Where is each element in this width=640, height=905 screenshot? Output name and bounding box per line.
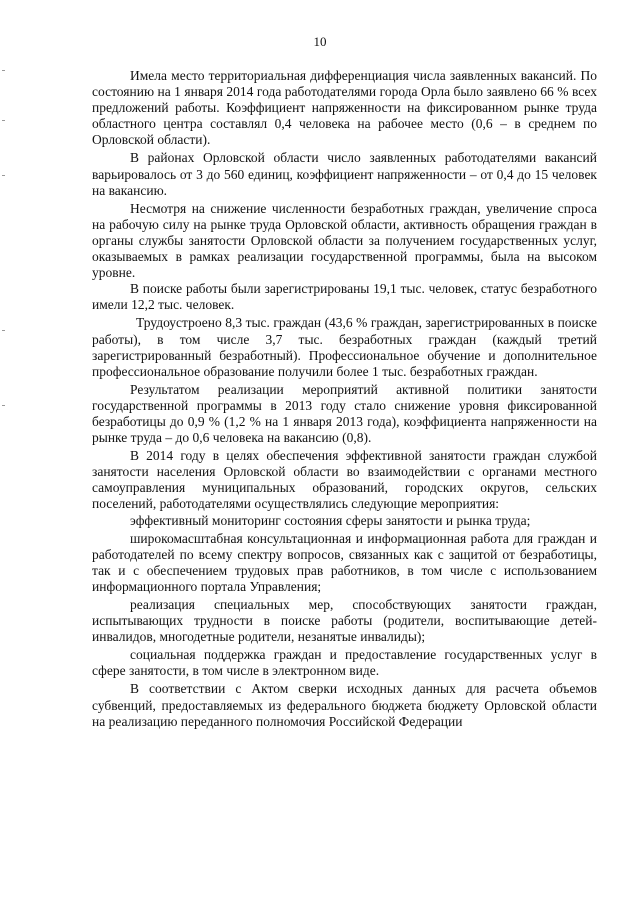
list-item-special-measures: реализация специальных мер, способствующих занятости граждан, испытывающих трудности в поиске работы (родители, воспитывающие детей-инвалидов, многодетные родители, незанятые инвалиды); — [92, 597, 597, 645]
list-item-monitoring: эффективный мониторинг состояния сферы занятости и рынка труда; — [130, 512, 531, 528]
scan-margin-mark — [2, 330, 5, 331]
paragraph-territorial-differentiation: Имела место территориальная дифференциация числа заявленных вакансий. По состоянию на 1 января 2014 года работодателями города Орла было заявлено 66 % всех предложений работы. Коэффициент напряженности на фиксированном рынке труда областного центра составлял 0,4 человека на рабочее место (0,6 – в среднем по Орловской области). — [92, 68, 597, 148]
paragraph-district-vacancies: В районах Орловской области число заявленных работодателями вакансий варьировалось от 3 до 560 единиц, коэффициент напряженности – от 0,4 до 15 человек на вакансию. — [92, 150, 597, 198]
scan-margin-mark — [2, 175, 5, 176]
list-item-consulting-work: широкомасштабная консультационная и информационная работа для граждан и работодателей по всему спектру вопросов, связанных как с защитой от безработицы, так и с обеспечением трудовых прав работников, в том числе с использованием информационного портала Управления; — [92, 530, 597, 594]
document-body — [92, 68, 597, 730]
paragraph-job-search-registered: В поиске работы были зарегистрированы 19,1 тыс. человек, статус безработного имели 12,2 тыс. человек. — [92, 281, 597, 313]
scan-margin-mark — [2, 405, 5, 406]
scan-margin-mark — [2, 120, 5, 121]
paragraph-subventions-reconciliation: В соответствии с Актом сверки исходных данных для расчета объемов субвенций, предоставляемых из федерального бюджета бюджету Орловской области на реализацию переданного полномочия Российской Федерации — [92, 681, 597, 729]
paragraph-2014-measures-intro: В 2014 году в целях обеспечения эффективной занятости граждан службой занятости населения Орловской области во взаимодействии с органами местного самоуправления муниципальных образований, городских округов, сельских поселений, работодателями осуществлялись следующие мероприятия: — [92, 448, 597, 512]
paragraph-employment-results: Трудоустроено 8,3 тыс. граждан (43,6 % граждан, зарегистрированных в поиске работы), в том числе 3,7 тыс. безработных граждан (каждый третий зарегистрированный безработный). Профессиональное обучение и дополнительное профессиональное образование получили более 1 тыс. безработных граждан. — [92, 315, 597, 379]
page-number: 10 — [313, 34, 327, 49]
paragraph-policy-results: Результатом реализации мероприятий активной политики занятости государственной программы в 2013 году стало снижение уровня фиксированной безработицы до 0,9 % (1,2 % на 1 января 2013 года), коэффициента напряженности на рынке труда – до 0,6 человека на вакансию (0,8). — [92, 381, 597, 446]
scan-margin-mark — [2, 70, 5, 71]
list-item-social-support: социальная поддержка граждан и предоставление государственных услуг в сфере занятости, в том числе в электронном виде. — [92, 647, 597, 679]
paragraph-labor-demand: Несмотря на снижение численности безработных граждан, увеличение спроса на рабочую силу на рынке труда Орловской области, активность обращения граждан в органы службы занятости Орловской области за получением государственных услуг, оказываемых в рамках реализации государственной программы, была на высоком уровне. — [92, 200, 597, 281]
